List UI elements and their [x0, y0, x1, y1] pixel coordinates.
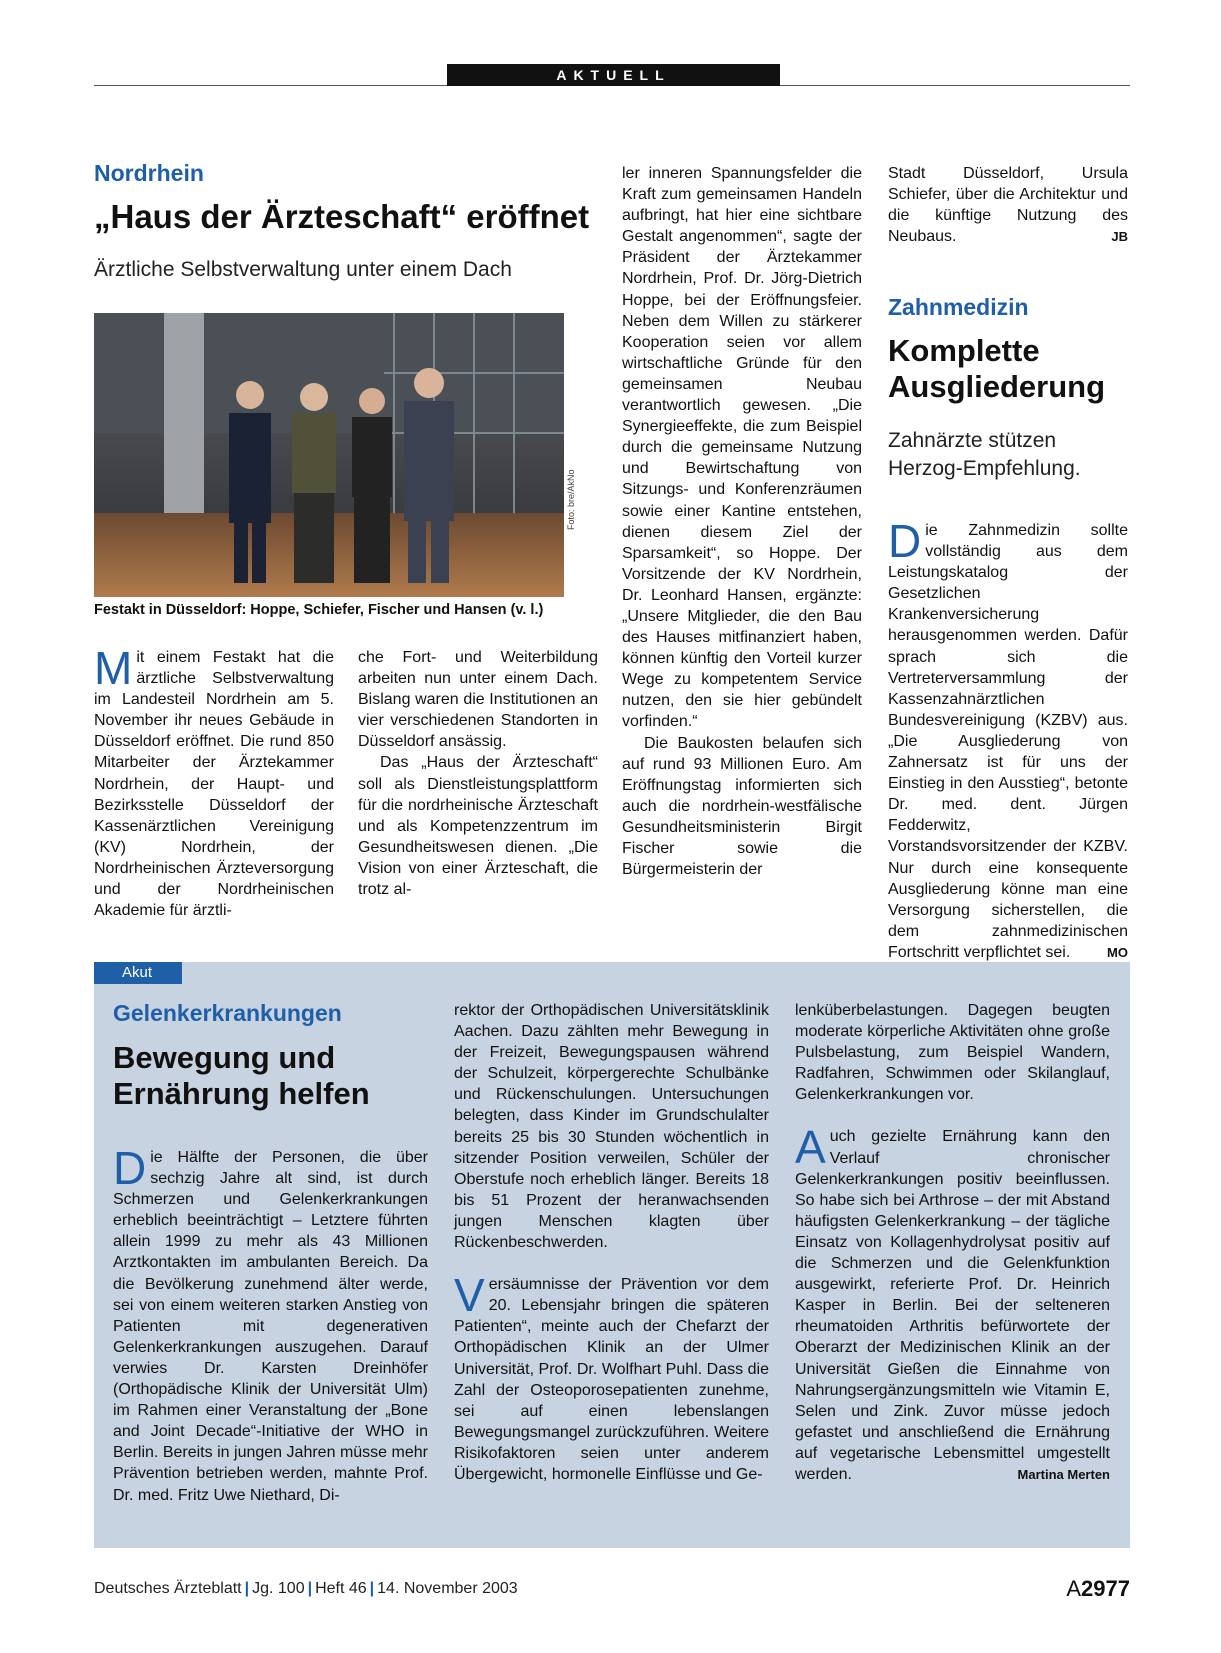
- article3-col1-text: ie Hälfte der Personen, die über sechzig Jahre alt sind, ist durch Schmerzen und Gelenkerkrankungen erheblich beeinträchtigt – Letztere führten allein 1999 zu mehr als 43 Millionen Arztkontakten im ambulanten Bereich. Da die Bevölkerung zunehmend älter werde, sei von einem weiteren starken Anstieg von Patienten mit degenerativen Gelenkerkrankungen auszugehen. Darauf verwies Dr. Karsten Dreinhöfer (Orthopädische Klinik der Universität Ulm) im Rahmen einer Veranstaltung der „Bone and Joint Decade“-Initiative der WHO in Berlin. Bereits in jungen Jahren müsse mehr Prävention betrieben werden, mahnte Prof. Dr. med. Fritz Uwe Niethard, Di-: [113, 1149, 428, 1504]
- article2-signature: MO: [1107, 944, 1128, 960]
- article1-col1-text: it einem Festakt hat die ärztliche Selbstverwaltung im Landesteil Nordrhein am 5. November ihr neues Gebäude in Düsseldorf eröffnet. Die rund 850 Mitarbeiter der Ärztekammer Nordrhein, der Haupt- und Bezirksstelle Düsseldorf der Kassenärztlichen Vereinigung (KV) Nordrhein, der Nordrheinischen Ärzteversorgung und der Nordrheinischen Akademie für ärztli-: [94, 649, 334, 920]
- article2-title: [888, 333, 1105, 404]
- article1-col3-p2: Die Baukosten belaufen sich auf rund 93 Millionen Euro. Am Eröffnungstag informierten sich auch die nordrhein-westfälische Gesundheitsministerin Birgit Fischer sowie die Bürgermeisterin der: [622, 734, 862, 879]
- page-prefix: A: [1066, 1576, 1082, 1601]
- drop-cap: A: [795, 1121, 826, 1174]
- article1-col3-p1: ler inneren Spannungsfelder die Kraft zum gemeinsamen Handeln aufbringt, hat hier eine sichtbare Gestalt angenommen“, sagte der Präsident der Ärztekammer Nordrhein, Prof. Dr. Jörg-Dietrich Hoppe, bei der Eröffnungsfeier. Neben dem Willen zu stärkerer Kooperation seien vor allem wirtschaftliche Gründe für den gemeinsamen Neubau verantwortlich gewesen. „Die Synergieeffekte, die zum Beispiel durch die gemeinsame Nutzung und Bewirtschaftung von Sitzungs- und Konferenzräumen sowie einer Kantine entstehen, dienen diesem Ziel der Sparsamkeit“, so Hoppe. Der Vorsitzende der KV Nordrhein, Dr. Leonhard Hansen, ergänzte: „Unsere Mitglieder, die den Bau des Hauses mitfinanziert haben, können künftig den Vorteil kurzer Wege zu kompetentem Service nutzen, den sie hier gebündelt vorfinden.“: [622, 165, 862, 731]
- article1-subtitle: Ärztliche Selbstverwaltung unter einem Dach: [94, 258, 512, 281]
- drop-cap: V: [454, 1269, 485, 1322]
- article3-column-2: [454, 1000, 769, 1485]
- article1-signature: JB: [1111, 229, 1128, 245]
- article3-title: [113, 1040, 370, 1111]
- journal-date: 14. November 2003: [377, 1580, 518, 1597]
- page-number: [1066, 1576, 1130, 1602]
- article2-text: ie Zahnmedizin sollte vollständig aus dem Leistungskatalog der Gesetzlichen Krankenversicherung herausgenommen werden. Dafür sprach sich die Vertreterversammlung der Kassenzahnärztlichen Bundesvereinigung (KZBV) aus. „Die Ausgliederung von Zahnersatz ist für uns der Einstieg in den Ausstieg“, betonte Dr. med. dent. Jürgen Fedderwitz, Vorstandsvorsitzender der KZBV. Nur durch eine konsequente Ausgliederung könne man eine Versorgung sicherstellen, die dem zahnmedizinischen Fortschritt verpflichtet sei.: [888, 522, 1128, 961]
- article1-kicker: Nordrhein: [94, 160, 204, 186]
- article3-title-line1: Bewegung und: [113, 1040, 336, 1075]
- photo-caption: Festakt in Düsseldorf: Hoppe, Schiefer, Fischer und Hansen (v. l.): [94, 602, 544, 618]
- article1-column-1: [94, 642, 334, 921]
- akut-tag: Akut: [94, 962, 182, 984]
- article1-column-2: [358, 647, 598, 900]
- article2-title-line1: Komplette: [888, 333, 1040, 368]
- article1-column-4: [888, 163, 1128, 247]
- event-photo: [94, 313, 564, 597]
- article2-column: [888, 515, 1128, 963]
- drop-cap: M: [94, 642, 133, 694]
- article2-subtitle-line2: Herzog-Empfehlung.: [888, 457, 1081, 480]
- drop-cap: D: [888, 515, 922, 567]
- journal-name: Deutsches Ärzteblatt: [94, 1580, 242, 1597]
- article3-col3-p2: uch gezielte Ernährung kann den Verlauf chronischer Gelenkerkrankungen positiv beeinflussen. So habe sich bei Arthrose – der mit Abstand häufigsten Gelenkerkrankung – der tägliche Einsatz von Kollagenhydrolysat positiv auf die Schmerzen und die Gelenkfunktion ausgewirkt, referierte Prof. Dr. Heinrich Kasper in Berlin. Bei der selteneren rheumatoiden Arthritis befürwortete der Oberarzt der Medizinischen Klinik an der Universität Gießen die Einnahme von Nahrungsergänzungsmitteln wie Vitamin E, Selen und Zink. Zuvor müsse jedoch gefastet und anschließend die Ernährung auf vegetarische Lebensmittel umgestellt werden.: [795, 1128, 1110, 1483]
- drop-cap: D: [113, 1142, 147, 1194]
- article3-signature: Martina Merten: [1017, 1466, 1110, 1482]
- article3-title-line2: Ernährung helfen: [113, 1075, 370, 1111]
- event-photo-image: [94, 313, 564, 597]
- photo-credit: Foto: bre/AkNo: [566, 469, 576, 530]
- journal-issue: Heft 46: [315, 1580, 367, 1597]
- article1-col4-text: Stadt Düsseldorf, Ursula Schiefer, über die Architektur und die künftige Nutzung des Neubaus.: [888, 165, 1128, 246]
- journal-volume: Jg. 100: [252, 1580, 305, 1597]
- article1-col2-p2: Das „Haus der Ärzteschaft“ soll als Dienstleistungsplattform für die nordrheinische Ärzteschaft und als Kompetenzzentrum im Gesundheitswesen dienen. „Die Vision von einer Ärzteschaft, die trotz al-: [358, 754, 598, 899]
- article1-title: „Haus der Ärzteschaft“ eröffnet: [94, 198, 590, 235]
- footer: Deutsches Ärzteblatt | Jg. 100 | Heft 46 | 14. November 2003: [94, 1580, 518, 1597]
- article2-title-line2: Ausgliederung: [888, 368, 1106, 404]
- article2-kicker: Zahnmedizin: [888, 294, 1029, 320]
- article3-column-3: [795, 1000, 1110, 1485]
- page-number-value: 2977: [1081, 1576, 1130, 1601]
- article2-subtitle: [888, 427, 1081, 483]
- article3-col2-p2: ersäumnisse der Prävention vor dem 20. Lebensjahr bringen die späteren Patienten“, meinte auch der Chefarzt der Orthopädischen Klinik an der Ulmer Universität, Prof. Dr. Wolfhart Puhl. Dass die Zahl der Osteoporosepatienten zunehme, sei auf einen lebenslangen Bewegungsmangel zurückzuführen. Weitere Risikofaktoren seien unter anderem Übergewicht, hormonelle Einflüsse und Ge-: [454, 1276, 769, 1483]
- article3-column-1: [113, 1142, 428, 1506]
- article2-subtitle-line1: Zahnärzte stützen: [888, 429, 1057, 452]
- article3-kicker: Gelenkerkrankungen: [113, 1000, 342, 1026]
- article1-column-3: [622, 163, 862, 880]
- article1-col2-p1: che Fort- und Weiterbildung arbeiten nun unter einem Dach. Bislang waren die Institutionen an vier verschiedenen Standorten in Düsseldorf ansässig.: [358, 649, 598, 751]
- article3-col2-p1: rektor der Orthopädischen Universitätsklinik Aachen. Dazu zählten mehr Bewegung in der Freizeit, Bewegungspausen während der Schulzeit, körpergerechte Schulbänke und Rückenschulungen. Untersuchungen belegten, dass Kinder im Grundschulalter bereits 25 bis 30 Stunden wöchentlich in sitzender Position verweilen, Schüler der Oberstufe noch erheblich länger. Bereits 18 bis 51 Prozent der heranwachsenden jungen Menschen klagten über Rückenbeschwerden.: [454, 1002, 769, 1252]
- article3-col3-p1: lenküberbelastungen. Dagegen beugten moderate körperliche Aktivitäten ohne große Pulsbelastung, zum Beispiel Wandern, Radfahren, Schwimmen oder Skilanglauf, Gelenkerkrankungen vor.: [795, 1002, 1110, 1104]
- section-label: AKTUELL: [447, 64, 780, 86]
